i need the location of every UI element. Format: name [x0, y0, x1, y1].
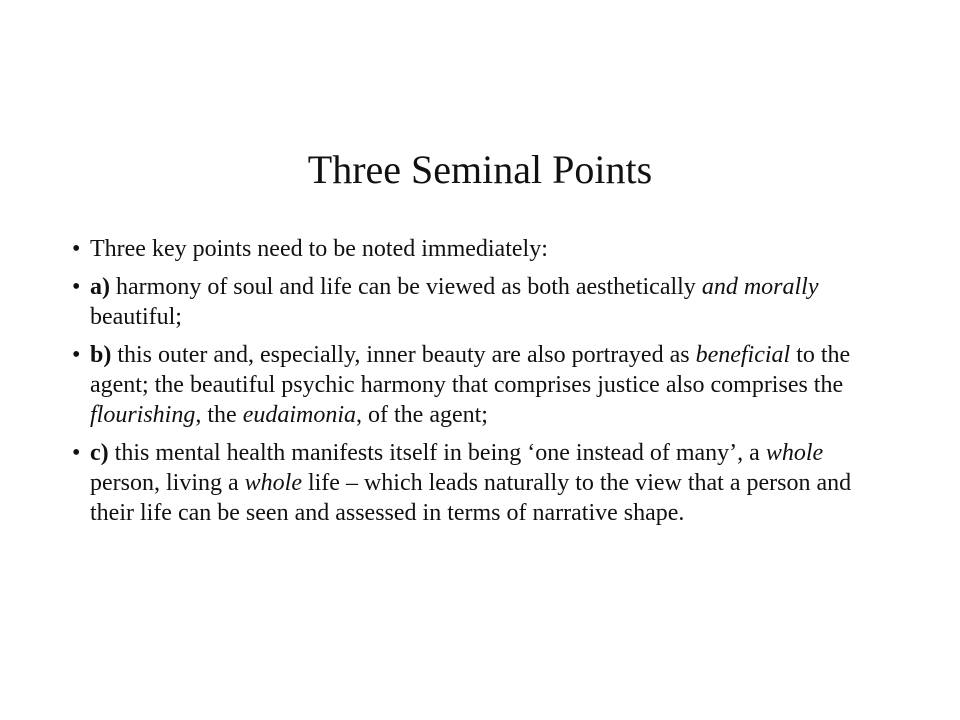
bullet-icon: • [72, 274, 81, 300]
point-emphasis: whole [244, 470, 302, 496]
slide-title: Three Seminal Points [307, 147, 653, 192]
bullet-text: Three key points need to be noted immediately: [90, 236, 548, 262]
point-text: life – which leads naturally to the view that a person and their life can be seen and assessed in terms of narrative shape. [90, 470, 852, 526]
point-text: beautiful; [90, 304, 182, 330]
bullet-icon: • [72, 342, 81, 368]
bullet-intro [68, 234, 878, 264]
bullet-list [68, 234, 878, 536]
bullet-icon: • [72, 236, 81, 262]
point-emphasis: beneficial [695, 342, 791, 368]
point-text: this mental health manifests itself in being ‘one instead of many’, a [108, 440, 766, 466]
point-label: c) [90, 440, 109, 466]
point-text: this outer and, especially, inner beauty are also portrayed as [111, 342, 696, 368]
bullet-icon: • [72, 440, 81, 466]
point-emphasis: eudaimonia [242, 402, 357, 428]
point-text: to the agent; the beautiful psychic harmony that comprises justice also comprises the [90, 342, 851, 398]
bullet-point-c [68, 438, 878, 528]
bullet-point-b [68, 340, 878, 430]
point-label: b) [90, 342, 112, 368]
bullet-point-a [68, 272, 878, 332]
point-label: a) [90, 274, 110, 300]
point-emphasis: flourishing [90, 402, 196, 428]
point-text: , the [195, 402, 243, 428]
point-text: harmony of soul and life can be viewed as both aesthetically [110, 274, 702, 300]
point-emphasis: whole [765, 440, 824, 466]
point-emphasis: and morally [701, 274, 819, 300]
point-text: person, living a [90, 470, 245, 496]
point-text: , of the agent; [356, 402, 488, 428]
